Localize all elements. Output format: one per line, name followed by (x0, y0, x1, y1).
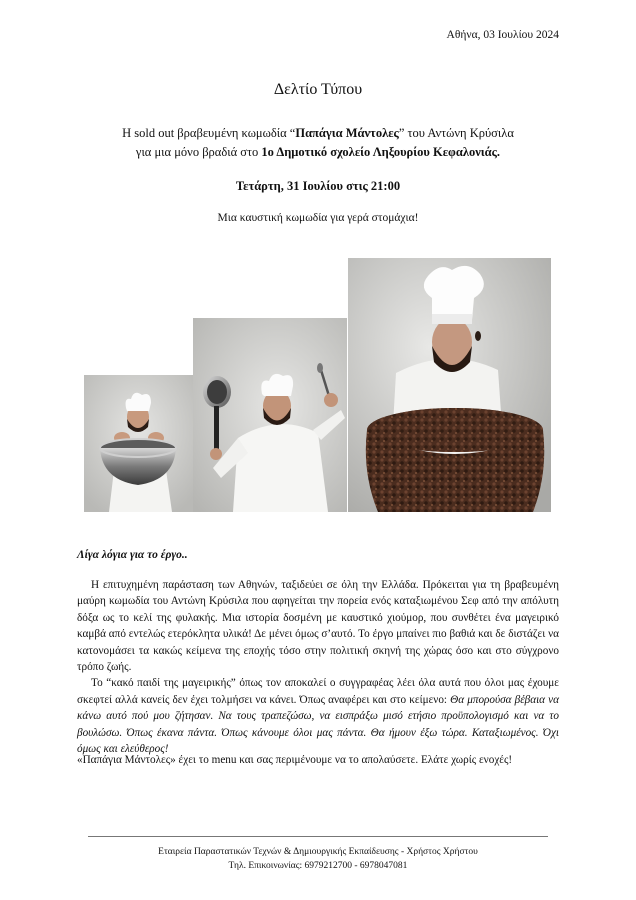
intro-text: ” του Αντώνη Κρύσιλα (398, 126, 514, 140)
intro-text: για μια μόνο βραδιά στο (135, 145, 262, 159)
body-paragraph: Η επιτυχημένη παράσταση των Αθηνών, ταξιδεύει σε όλη την Ελλάδα. Πρόκειται για τη βραβευμένη μαύρη κωμωδία του Αντώνη Κρύσιλα που αφηγείται την πορεία ενός καταξιωμένου Σεφ από την απόλυτη δόξα ως το κελί της φυλακής. Μια ιστορία δοσμένη με καυστικό χιούμορ, που συνθέτει ένα μαγειρικό καμβά από εντελώς ετερόκλητα υλικά! Δε μένει όμως σ’αυτό. Το έργο μπαίνει πιο βαθιά και δε διστάζει να κατονομάσει τα κακώς κείμενα της εποχής τόσο στην πολιτική σκηνή της χώρας όσο και στο σύγχρονο τρόπο ζωής. (77, 579, 559, 674)
venue: 1ο Δημοτικό σχολείο Ληξουρίου Κεφαλονιάς. (261, 145, 501, 159)
chef-with-pan-photo (193, 318, 347, 512)
footer-company: Εταιρεία Παραστατικών Τεχνών & Δημιουργικής Εκπαίδευσης - Χρήστος Χρήστου (158, 847, 478, 857)
event-date: Τετάρτη, 31 Ιουλίου στις 21:00 (235, 179, 401, 193)
section-heading: Λίγα λόγια για το έργο.. (77, 549, 188, 561)
intro-paragraph (60, 124, 576, 162)
closing-line: «Παπάγια Μάντολες» έχει το menu και σας περιμένουμε να το απολαύσετε. Ελάτε χωρίς ενοχές! (77, 754, 513, 766)
tagline: Μια καυστική κωμωδία για γερά στομάχια! (217, 212, 419, 224)
dateline: Αθήνα, 03 Ιουλίου 2024 (446, 29, 559, 41)
intro-text: Η sold out βραβευμένη κωμωδία “ (122, 126, 296, 140)
page-title: Δελτίο Τύπου (273, 81, 363, 98)
play-title: Παπάγια Μάντολες (295, 126, 399, 140)
chef-with-cake-photo (348, 258, 551, 512)
body-text-regular: Το “κακό παιδί της μαγειρικής” όπως τον αποκαλεί ο συγγραφέας λέει όλα αυτά που όλοι μας έχουμε σκεφτεί αλλά κανείς δεν έχει τολμήσει να κάνει. Όπως αναφέρει και στο κείμενο: (77, 677, 559, 706)
play-quote: Θα μπορούσα βέβαια να κάνω αυτό πού μου ζήτησαν. Να τους τραπεζώσω, να εισπράξω μισό ετήσιο προϋπολογισμό και να το βουλώσω. Όπως έκανα πάντα. Όπως κάνουμε όλοι μας πάντα. Θα ήμουν έξω τώρα. Καταξιωμένος. Όχι όμως και ελεύθερος! (77, 693, 559, 756)
footer-divider (88, 836, 548, 837)
body-text (77, 577, 559, 757)
body-paragraph (77, 675, 559, 757)
chef-with-pot-photo (84, 375, 193, 512)
footer-contact: Τηλ. Επικοινωνίας: 6979212700 - 6978047081 (228, 861, 408, 871)
